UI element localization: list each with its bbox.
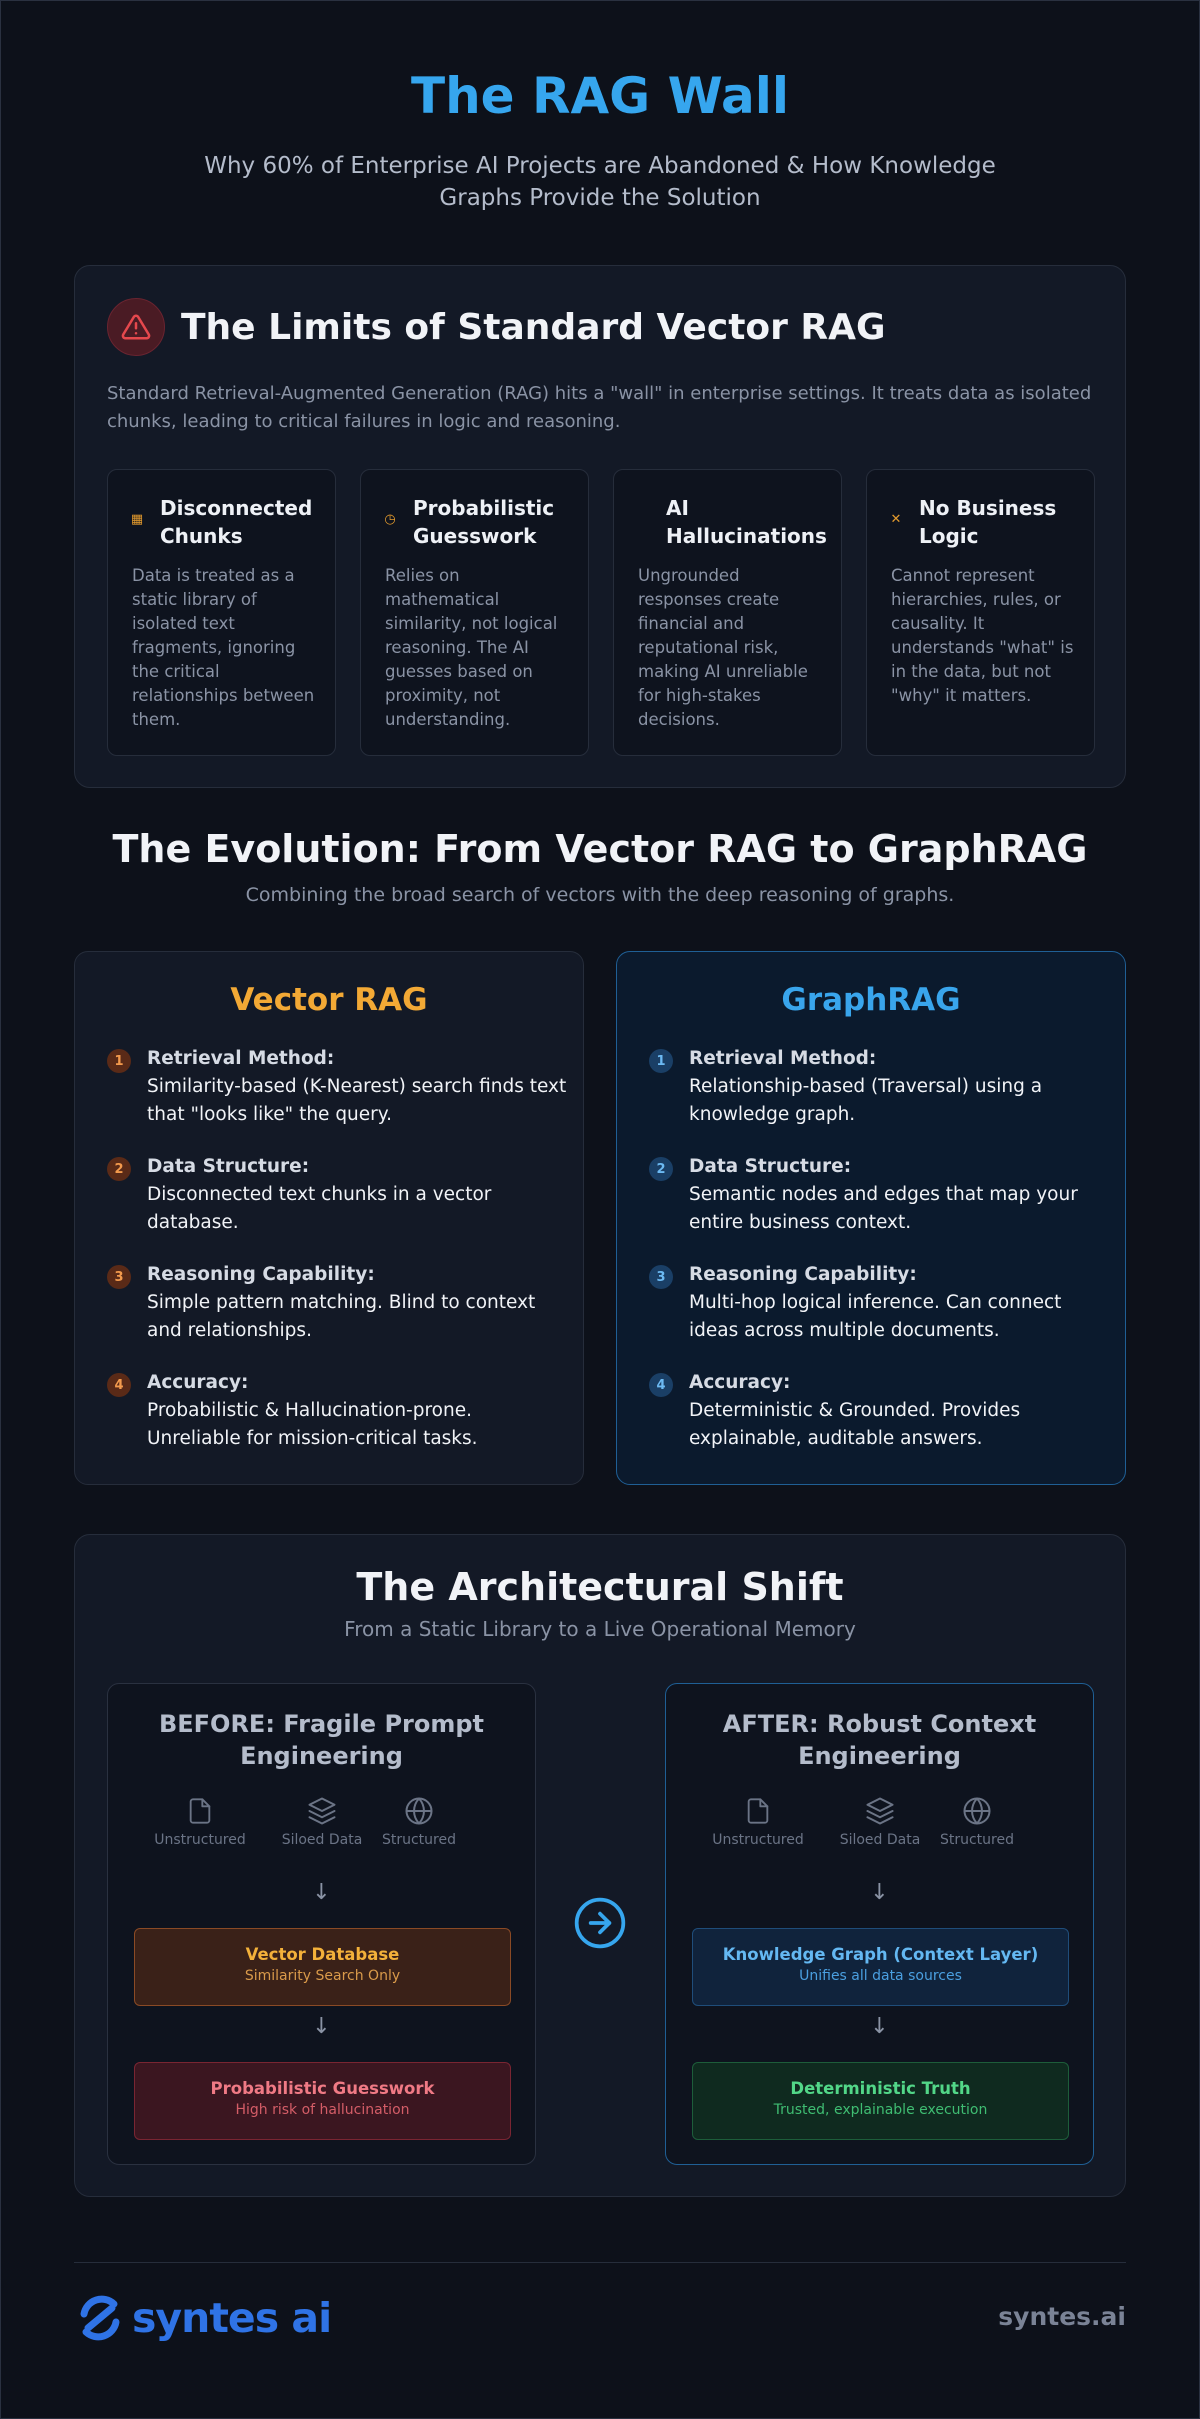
problem-card-business-logic: [866, 469, 1095, 756]
problem-card-text: Relies on mathematical similarity, not logical reasoning. The AI guesses based on proximity, not understanding.: [385, 566, 558, 729]
item-text: Semantic nodes and edges that map your entire business context.: [689, 1184, 1078, 1233]
architecture-subtitle: From a Static Library to a Live Operational Memory: [344, 1617, 856, 1641]
stage-subtitle: Trusted, explainable execution: [773, 2102, 988, 2118]
item-text: Relationship-based (Traversal) using a knowledge graph.: [689, 1076, 1043, 1125]
number-badge: 3: [107, 1265, 131, 1289]
limits-panel: [74, 265, 1126, 788]
after-box: [665, 1683, 1094, 2165]
probabilistic-guesswork-stage: [134, 2062, 511, 2140]
item-label: Reasoning Capability:: [689, 1264, 917, 1285]
number-badge: 4: [107, 1373, 131, 1397]
item-label: Accuracy:: [147, 1372, 249, 1393]
page-title: The RAG Wall: [410, 67, 790, 125]
file-icon: [744, 1796, 772, 1826]
limits-heading: [107, 298, 886, 356]
page-header: [0, 62, 1200, 214]
problem-card-title: Probabilistic Guesswork: [413, 496, 555, 548]
stage-title: Vector Database: [245, 1945, 400, 1964]
number-badge: 3: [649, 1265, 673, 1289]
source-siloed: [267, 1796, 377, 1848]
arrow-right-circle-icon: [572, 1895, 628, 1951]
warning-icon: [107, 298, 165, 356]
item-text: Multi-hop logical inference. Can connect ideas across multiple documents.: [689, 1292, 1062, 1341]
globe-icon: [962, 1796, 992, 1826]
syntes-logo-icon: [74, 2292, 126, 2344]
evolution-title: The Evolution: From Vector RAG to GraphRAG: [112, 827, 1088, 871]
file-icon: [186, 1796, 214, 1826]
item-label: Retrieval Method:: [689, 1048, 877, 1069]
source-unstructured: [145, 1796, 255, 1848]
problem-card-text: Cannot represent hierarchies, rules, or causality. It understands "what" is in the data, but not "why" it matters.: [891, 566, 1074, 705]
logo-wordmark: syntes ai: [132, 2294, 332, 2342]
source-label: Unstructured: [154, 1832, 246, 1848]
limits-description: Standard Retrieval-Augmented Generation (RAG) hits a "wall" in enterprise settings. It treats data as isolated chunks, leading to critical failures in logic and reasoning.: [107, 383, 1092, 432]
item-label: Accuracy:: [689, 1372, 791, 1393]
source-label: Siloed Data: [281, 1832, 363, 1848]
arrow-down-icon: ↓: [312, 1880, 331, 1905]
layers-icon: [865, 1796, 895, 1826]
source-unstructured: [703, 1796, 813, 1848]
arrow-down-icon: ↓: [870, 1880, 889, 1905]
source-structured: [364, 1796, 474, 1848]
layers-icon: [307, 1796, 337, 1826]
problem-card-title: Disconnected Chunks: [160, 496, 313, 548]
stage-title: Deterministic Truth: [790, 2079, 971, 2098]
page-subtitle: Why 60% of Enterprise AI Projects are Abandoned & How Knowledge Graphs Provide the Solution: [204, 153, 996, 211]
problem-card-text: Ungrounded responses create financial and reputational risk, making AI unreliable for high-stakes decisions.: [638, 566, 808, 729]
vector-database-stage: [134, 1928, 511, 2006]
stage-subtitle: Unifies all data sources: [799, 1968, 962, 1984]
source-label: Structured: [939, 1832, 1014, 1848]
stage-subtitle: Similarity Search Only: [244, 1968, 401, 1984]
number-badge: 2: [649, 1157, 673, 1181]
item-label: Data Structure:: [689, 1156, 852, 1177]
problem-card-guesswork: [360, 469, 589, 756]
x-icon: ✕: [890, 511, 902, 527]
deterministic-truth-stage: [692, 2062, 1069, 2140]
card-icon-blank: [636, 512, 650, 526]
knowledge-graph-stage: [692, 1928, 1069, 2006]
problem-card-text: Data is treated as a static library of isolated text fragments, ignoring the critical relationships between them.: [132, 566, 315, 729]
graphrag-title: GraphRAG: [781, 982, 961, 1018]
source-label: Unstructured: [712, 1832, 804, 1848]
vector-rag-title: Vector RAG: [230, 982, 428, 1018]
architecture-title: The Architectural Shift: [356, 1565, 844, 1609]
limits-title: The Limits of Standard Vector RAG: [181, 306, 886, 348]
number-badge: 2: [107, 1157, 131, 1181]
problem-card-disconnected: [107, 469, 336, 756]
problem-card-hallucinations: [613, 469, 842, 756]
problem-card-title: No Business Logic: [919, 496, 1057, 548]
source-structured: [922, 1796, 1032, 1848]
item-text: Deterministic & Grounded. Provides explainable, auditable answers.: [689, 1400, 1021, 1449]
footer-divider: [74, 2262, 1126, 2263]
item-text: Disconnected text chunks in a vector database.: [147, 1184, 492, 1233]
stage-title: Probabilistic Guesswork: [210, 2079, 435, 2098]
before-title: BEFORE: Fragile Prompt Engineering: [158, 1710, 485, 1770]
after-title: AFTER: Robust Context Engineering: [722, 1710, 1037, 1770]
item-label: Data Structure:: [147, 1156, 310, 1177]
source-label: Structured: [381, 1832, 456, 1848]
globe-icon: [404, 1796, 434, 1826]
source-siloed: [825, 1796, 935, 1848]
arrow-down-icon: ↓: [312, 2014, 331, 2039]
item-text: Simple pattern matching. Blind to context and relationships.: [147, 1292, 536, 1341]
evolution-subtitle: Combining the broad search of vectors with the deep reasoning of graphs.: [245, 884, 955, 906]
number-badge: 4: [649, 1373, 673, 1397]
item-text: Probabilistic & Hallucination-prone. Unreliable for mission-critical tasks.: [147, 1400, 478, 1449]
clock-icon: ◷: [384, 511, 396, 527]
item-label: Retrieval Method:: [147, 1048, 335, 1069]
grid-icon: ▦: [130, 511, 144, 527]
item-label: Reasoning Capability:: [147, 1264, 375, 1285]
architecture-panel: [74, 1534, 1126, 2197]
stage-subtitle: High risk of hallucination: [235, 2102, 410, 2118]
syntes-logo[interactable]: [74, 2292, 331, 2344]
number-badge: 1: [649, 1049, 673, 1073]
stage-title: Knowledge Graph (Context Layer): [722, 1945, 1039, 1964]
item-text: Similarity-based (K-Nearest) search finds text that "looks like" the query.: [147, 1076, 567, 1125]
number-badge: 1: [107, 1049, 131, 1073]
graphrag-card: [616, 951, 1126, 1485]
arrow-down-icon: ↓: [870, 2014, 889, 2039]
source-label: Siloed Data: [839, 1832, 921, 1848]
vector-rag-card: [74, 951, 584, 1485]
before-box: [107, 1683, 536, 2165]
site-link[interactable]: syntes.ai: [998, 2302, 1126, 2331]
problem-card-title: AI Hallucinations: [666, 496, 827, 548]
